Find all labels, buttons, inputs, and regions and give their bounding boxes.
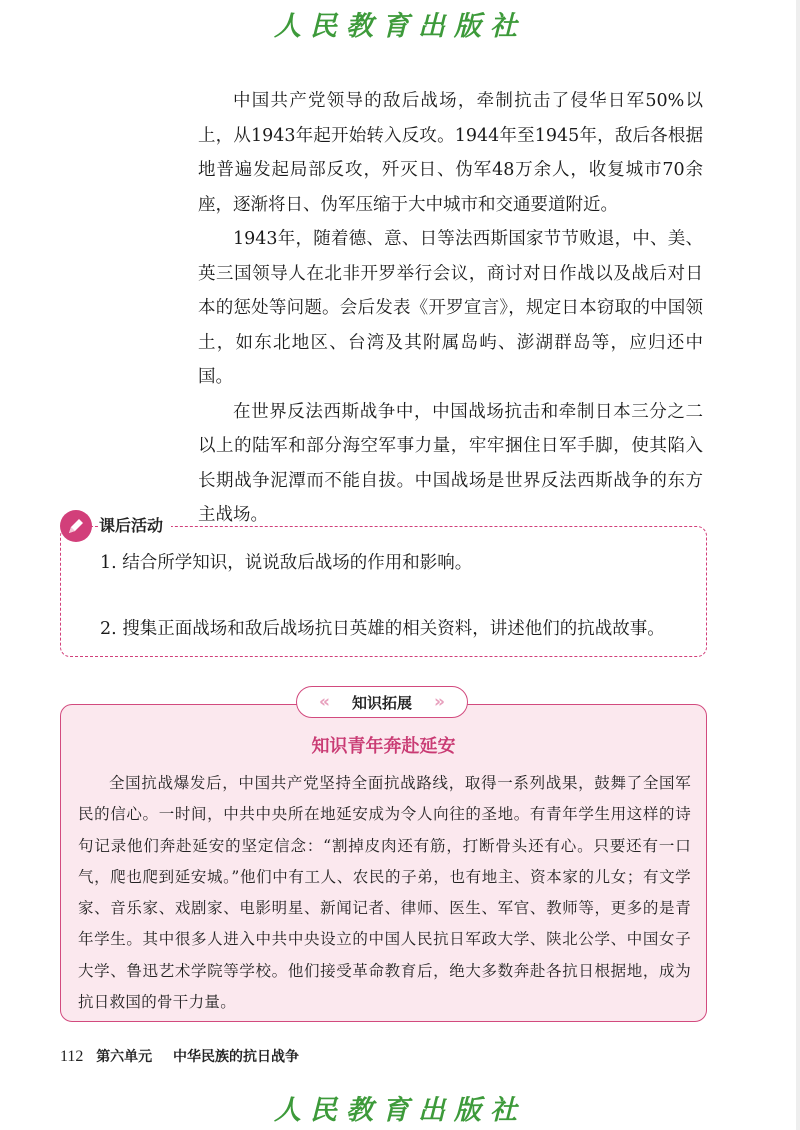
double-chevron-left-icon: « — [319, 691, 330, 712]
extension-heading: 知识青年奔赴延安 — [311, 736, 456, 757]
activity-item: 2. 搜集正面战场和敌后战场抗日英雄的相关资料，讲述他们的抗战故事。 — [100, 619, 665, 639]
unit-title: 中华民族的抗日战争 — [172, 1049, 299, 1065]
extension-text: 全国抗战爆发后，中国共产党坚持全面抗战路线，取得一系列战果，鼓舞了全国军民的信心。一时间，中共中央所在地延安成为令人向往的圣地。有青年学生用这样的诗句记录他们奔赴延安的坚定信念：“割掉皮肉还有筋，打断骨头还有心。只要还有一口气，爬也爬到延安城。”他们中有工人、农民的子弟，也有地主、资本家的儿女；有文学家、音乐家、戏剧家、电影明星、新闻记者、律师、医生、军官、教师等，更多的是青年学生。其中很多人进入中共中央设立的中国人民抗日军政大学、陕北公学、中国女子大学、鲁迅艺术学院等学校。他们接受革命教育后，绝大多数奔赴各抗日根据地，成为抗日救国的骨干力量。 — [78, 774, 691, 1012]
paragraph-1: 中国共产党领导的敌后战场，牵制抗击了侵华日军50%以上，从1943年起开始转入反攻。1944年至1945年，敌后各根据地普遍发起局部反攻，歼灭日、伪军48万余人，收复城市70余座，逐渐将日、伪军压缩于大中城市和交通要道附近。 — [198, 91, 703, 215]
page-footer — [60, 1046, 299, 1066]
knowledge-extension-tab — [296, 686, 468, 718]
activity-item: 1. 结合所学知识，说说敌后战场的作用和影响。 — [100, 553, 473, 573]
tab-label: 知识拓展 — [351, 693, 412, 712]
double-chevron-right-icon: » — [434, 691, 445, 712]
page-number: 112 — [60, 1048, 84, 1065]
publisher-logo-top: 人民教育出版社 — [274, 11, 526, 42]
paragraph-3: 在世界反法西斯战争中，中国战场抗击和牵制日本三分之二以上的陆军和部分海空军事力量，牢牢捆住日军手脚，使其陷入长期战争泥潭而不能自拔。中国战场是世界反法西斯战争的东方主战场。 — [198, 401, 703, 525]
paragraph-2: 1943年，随着德、意、日等法西斯国家节节败退，中、美、英三国领导人在北非开罗举行会议，商讨对日作战以及战后对日本的惩处等问题。会后发表《开罗宣言》，规定日本窃取的中国领土，如东北地区、台湾及其附属岛屿、澎湖群岛等，应归还中国。 — [198, 229, 703, 387]
unit-label: 第六单元 — [96, 1049, 153, 1065]
activity-title: 课后活动 — [99, 514, 171, 538]
pencil-icon — [60, 510, 92, 542]
publisher-logo-bottom: 人民教育出版社 — [274, 1095, 526, 1126]
main-text — [198, 84, 703, 533]
page-edge — [796, 0, 800, 1130]
